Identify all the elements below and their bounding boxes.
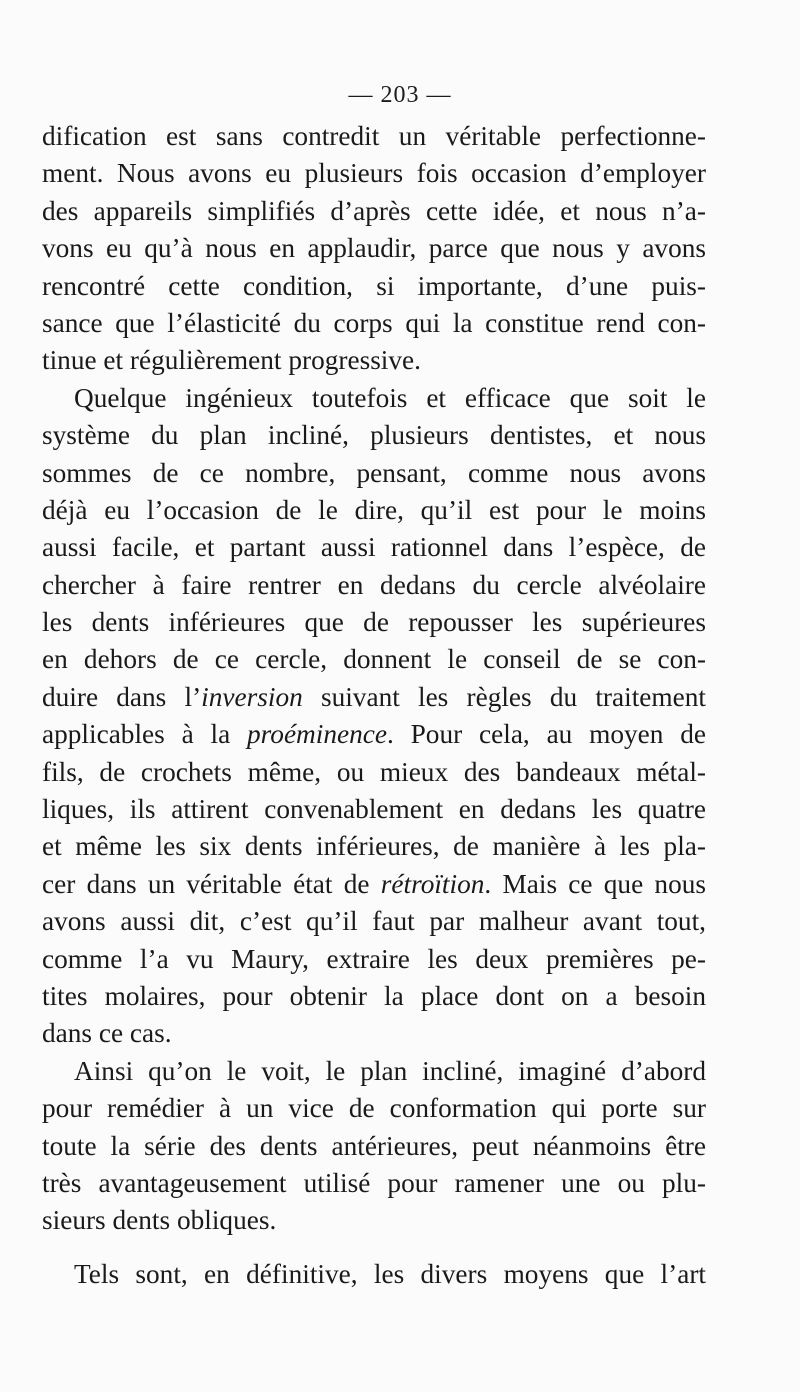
paragraph [42,1053,706,1240]
text-run: rencontré cette condition, si importante, d’une puis- [42,270,706,301]
text-line [42,641,706,678]
text-line [42,1165,706,1202]
text-run: Tels sont, en définitive, les divers moyens que l’art [74,1258,706,1289]
paragraph [42,380,706,1053]
text-run: pour remédier à un vice de conformation qui porte sur [42,1093,706,1124]
text-run: aussi facile, et partant aussi rationnel dans l’espèce, de [42,532,706,563]
text-line [42,342,706,379]
text-run: applicables à la [42,719,248,750]
text-line [42,193,706,230]
italic-term: rétroïtion [380,868,485,899]
text-line [42,754,706,791]
text-line [42,230,706,267]
text-run: tinue et régulièrement progressive. [42,345,421,376]
text-line [42,1015,706,1052]
text-line [42,529,706,566]
text-run: système du plan incliné, plusieurs dentistes, et nous [42,420,706,451]
text-line [42,1053,706,1090]
text-run: . Mais ce que nous [484,868,707,899]
text-run: avons aussi dit, c’est qu’il faut par malheur avant tout, [42,906,706,937]
text-line [42,1202,706,1239]
text-run: Ainsi qu’on le voit, le plan incliné, imaginé d’abord [74,1055,706,1086]
text-run: très avantageusement utilisé pour ramener une ou plu- [42,1167,706,1198]
text-run: Quelque ingénieux toutefois et efficace que soit le [74,382,706,413]
text-run: et même les six dents inférieures, de manière à les pla- [42,831,706,862]
text-line [42,604,706,641]
text-run: tites molaires, pour obtenir la place dont on a besoin [42,980,706,1011]
text-run: chercher à faire rentrer en dedans du cercle alvéolaire [42,569,706,600]
text-line [42,941,706,978]
text-line [42,903,706,940]
text-line [42,866,706,903]
text-line [42,828,706,865]
text-run: cer dans un véritable état de [42,868,381,899]
italic-term: proéminence [247,719,387,750]
text-run: les dents inférieures que de repousser les supérieures [42,607,706,638]
text-run: liques, ils attirent convenablement en dedans les quatre [42,794,706,825]
text-line [42,455,706,492]
text-run: sommes de ce nombre, pensant, comme nous avons [42,457,706,488]
body-text [42,118,706,1293]
text-run: des appareils simplifiés d’après cette idée, et nous n’a- [42,195,706,226]
text-run: suivant les règles du traitement [302,681,706,712]
text-run: déjà eu l’occasion de le dire, qu’il est pour le moins [42,494,706,525]
text-line [42,268,706,305]
text-line [42,492,706,529]
text-line [42,305,706,342]
text-run: comme l’a vu Maury, extraire les deux premières pe- [42,943,706,974]
paragraph [42,1256,706,1293]
text-run: duire dans l’ [42,681,202,712]
text-line [42,380,706,417]
text-run: en dehors de ce cercle, donnent le conseil de se con- [42,644,706,675]
text-run: ment. Nous avons eu plusieurs fois occasion d’employer [42,158,706,189]
text-line [42,978,706,1015]
text-line [42,1128,706,1165]
page-number: — 203 — [348,82,452,108]
text-line [42,1256,706,1293]
text-line [42,716,706,753]
italic-term: inversion [201,681,303,712]
text-line [42,155,706,192]
text-line [42,791,706,828]
text-line [42,118,706,155]
text-run: sieurs dents obliques. [42,1205,277,1236]
text-run: dification est sans contredit un véritable perfectionne- [42,121,706,151]
text-run: toute la série des dents antérieures, peut néanmoins être [42,1130,706,1161]
text-line [42,567,706,604]
text-line [42,1090,706,1127]
text-line [42,679,706,716]
text-run: fils, de crochets même, ou mieux des bandeaux métal- [42,756,706,787]
text-run: vons eu qu’à nous en applaudir, parce que nous y avons [42,233,706,264]
text-run: . Pour cela, au moyen de [387,719,707,750]
text-line [42,417,706,454]
text-run: dans ce cas. [42,1018,172,1049]
text-run: sance que l’élasticité du corps qui la constitue rend con- [42,307,706,338]
paragraph [42,118,706,380]
